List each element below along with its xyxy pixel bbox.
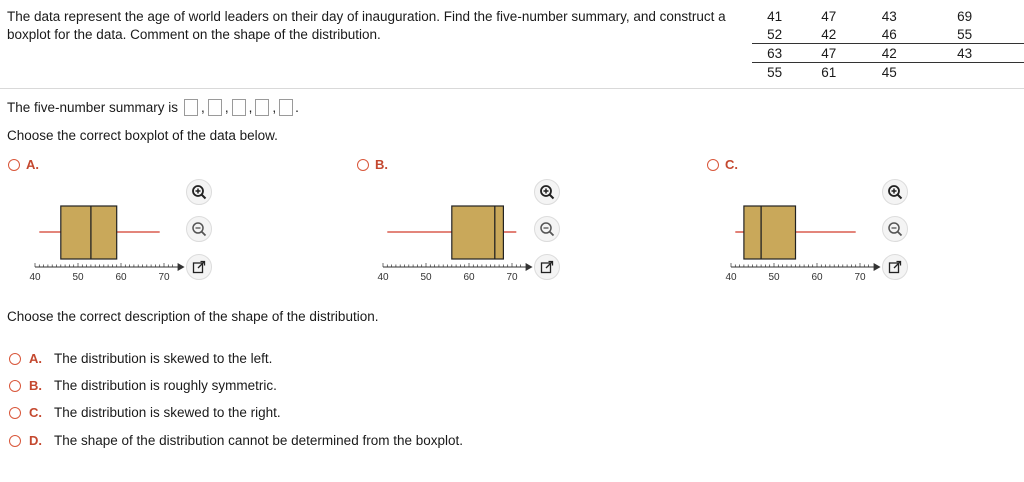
tick-label: 60 [811, 272, 823, 283]
table-cell: 43 [881, 8, 897, 24]
terminator: . [295, 99, 299, 115]
answer-box-min[interactable] [184, 99, 198, 116]
description-option-a[interactable] [9, 351, 272, 366]
popout-icon[interactable] [186, 254, 212, 280]
option-text: The shape of the distribution cannot be determined from the boxplot. [54, 433, 464, 448]
description-option-c[interactable] [9, 405, 281, 420]
option-letter: C. [725, 157, 738, 172]
table-cell: 41 [767, 8, 783, 24]
tick-label: 50 [768, 272, 780, 283]
table-row [752, 7, 1024, 25]
data-table [752, 7, 1024, 81]
option-letter: B. [375, 157, 388, 172]
radio-button[interactable] [9, 353, 21, 365]
axis-arrow [526, 263, 533, 271]
table-cell: 47 [784, 44, 873, 63]
choose-description-prompt: Choose the correct description of the shape of the distribution. [7, 309, 379, 324]
tick-label: 40 [29, 272, 41, 283]
table-cell: 55 [767, 64, 783, 80]
zoom-out-icon[interactable] [882, 216, 908, 242]
table-cell: 42 [784, 25, 873, 44]
table-cell: 43 [905, 44, 1024, 63]
table-cell: 52 [752, 25, 784, 44]
answer-box-max[interactable] [279, 99, 293, 116]
tick-label: 50 [420, 272, 432, 283]
answer-box-median[interactable] [232, 99, 246, 116]
option-text: The distribution is skewed to the left. [54, 351, 273, 366]
description-option-d[interactable] [9, 433, 463, 448]
radio-button[interactable] [357, 159, 369, 171]
zoom-out-icon[interactable] [534, 216, 560, 242]
tick-label: 40 [725, 272, 737, 283]
tick-label: 70 [506, 272, 518, 283]
table-cell: 61 [821, 64, 837, 80]
boxplot-option-b[interactable] [357, 157, 388, 172]
table-cell: 63 [752, 44, 784, 63]
question-line-2: boxplot for the data. Comment on the shape of the distribution. [7, 27, 381, 42]
tick-label: 40 [377, 272, 389, 283]
answer-box-q3[interactable] [255, 99, 269, 116]
zoom-in-icon[interactable] [534, 179, 560, 205]
separator: , [272, 99, 277, 115]
option-letter: C. [29, 405, 42, 420]
radio-button[interactable] [707, 159, 719, 171]
separator: , [201, 99, 205, 115]
option-text: The distribution is roughly symmetric. [54, 378, 277, 393]
tick-label: 60 [463, 272, 475, 283]
question-line-1: The data represent the age of world leaders on their day of inauguration. Find the five-number summary, and construct a [7, 9, 726, 24]
separator: , [248, 99, 253, 115]
zoom-in-icon[interactable] [882, 179, 908, 205]
popout-icon[interactable] [882, 254, 908, 280]
boxplot-option-c[interactable] [707, 157, 738, 172]
answer-box-q1[interactable] [208, 99, 222, 116]
five-number-summary [7, 97, 299, 117]
tick-label: 60 [115, 272, 127, 283]
choose-boxplot-prompt: Choose the correct boxplot of the data below. [7, 128, 278, 143]
axis-arrow [178, 263, 185, 271]
option-letter: B. [29, 378, 42, 393]
option-letter: D. [29, 433, 42, 448]
boxplot-option-a[interactable] [8, 157, 39, 172]
popout-icon[interactable] [534, 254, 560, 280]
table-cell: 46 [873, 25, 905, 44]
section-divider [0, 88, 1024, 89]
table-row [752, 44, 1024, 63]
separator: , [224, 99, 229, 115]
five-number-label: The five-number summary is [7, 99, 179, 115]
option-text: The distribution is skewed to the right. [54, 405, 281, 420]
tick-label: 50 [72, 272, 84, 283]
radio-button[interactable] [8, 159, 20, 171]
tick-label: 70 [854, 272, 866, 283]
box [744, 206, 796, 259]
question-text [7, 8, 747, 44]
box [452, 206, 504, 259]
table-row [752, 25, 1024, 44]
table-cell [905, 63, 1024, 82]
option-letter: A. [29, 351, 42, 366]
description-option-b[interactable] [9, 378, 277, 393]
tick-label: 70 [158, 272, 170, 283]
table-cell: 47 [821, 8, 837, 24]
table-cell: 45 [881, 64, 897, 80]
table-cell: 69 [957, 8, 973, 24]
zoom-in-icon[interactable] [186, 179, 212, 205]
table-cell: 55 [905, 25, 1024, 44]
axis-arrow [874, 263, 881, 271]
radio-button[interactable] [9, 380, 21, 392]
option-letter: A. [26, 157, 39, 172]
table-cell: 42 [873, 44, 905, 63]
radio-button[interactable] [9, 407, 21, 419]
zoom-out-icon[interactable] [186, 216, 212, 242]
radio-button[interactable] [9, 435, 21, 447]
table-row [752, 63, 1024, 82]
box [61, 206, 117, 259]
